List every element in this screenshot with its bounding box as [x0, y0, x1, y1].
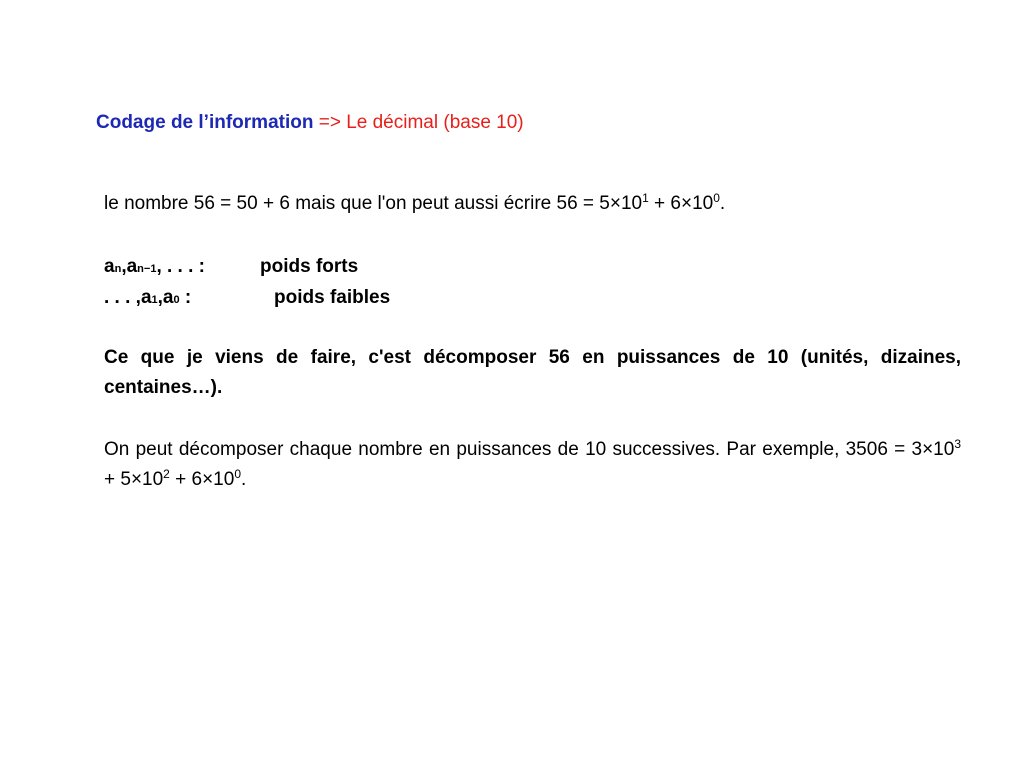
subscript-0: 0 [173, 294, 180, 306]
digit-separator: ,a [121, 256, 138, 277]
strong-weights-label: poids forts [260, 256, 359, 277]
example-exponent-b: 2 [163, 467, 170, 481]
example-text-a: On peut décomposer chaque nombre en puissances de 10 successives. Par exemple, 3506 = 3×10 [104, 439, 955, 460]
digit-head: . . . ,a [104, 287, 152, 308]
title-subtitle: => Le décimal (base 10) [313, 112, 524, 133]
example-exponent-c: 0 [234, 467, 241, 481]
example-text-b: + 5×10 [104, 469, 164, 490]
digit-tail: , . . . : [156, 256, 205, 277]
weak-weights-label: poids faibles [274, 287, 391, 308]
example-text-d: . [241, 469, 247, 490]
digit-tail: : [179, 287, 192, 308]
digit-a: a [104, 256, 115, 277]
example-exponent-a: 3 [954, 437, 961, 451]
weak-weights-digits [104, 282, 191, 316]
decomposition-paragraph: Ce que je viens de faire, c'est décomposer 56 en puissances de 10 (unités, dizaines, centaines…). [104, 347, 961, 398]
example-text-c: + 6×10 [169, 469, 235, 490]
intro-exponent-b: 0 [713, 191, 720, 205]
example-paragraph [104, 435, 961, 495]
strong-weights-digits [104, 251, 205, 285]
title-main: Codage de l’information [96, 112, 314, 133]
intro-text-b: + 6×10 [648, 193, 714, 214]
subscript-n-minus-1: n−1 [137, 263, 157, 275]
slide-title [96, 110, 524, 136]
intro-text-a: le nombre 56 = 50 + 6 mais que l'on peut aussi écrire 56 = 5×10 [104, 193, 643, 214]
subscript-1: 1 [151, 294, 158, 306]
intro-text-c: . [719, 193, 726, 214]
subscript-n: n [114, 263, 122, 275]
intro-line [104, 189, 961, 219]
digit-separator: ,a [157, 287, 174, 308]
intro-exponent-a: 1 [642, 191, 649, 205]
